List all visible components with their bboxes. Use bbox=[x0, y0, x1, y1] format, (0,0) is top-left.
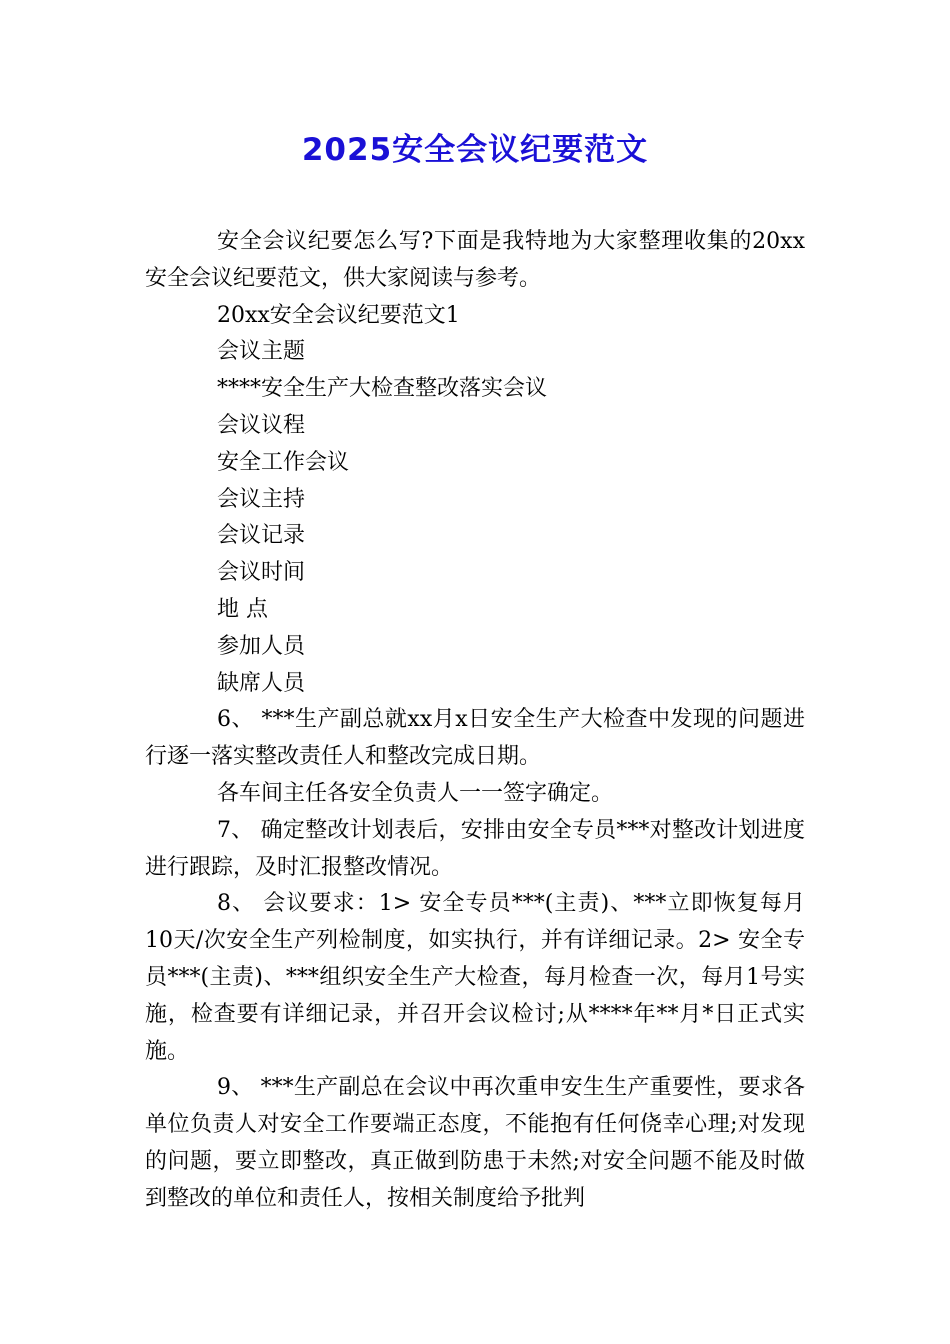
item-6-paragraph: 6、 ***生产副总就xx月x日安全生产大检查中发现的问题进行逐一落实整改责任人和整改完成日期。 bbox=[145, 707, 805, 770]
field-label-time: 会议时间 bbox=[217, 560, 306, 586]
field-label-absentees: 缺席人员 bbox=[217, 670, 306, 696]
field-label-location: 地 点 bbox=[217, 596, 268, 622]
field-value-agenda: 安全工作会议 bbox=[217, 449, 350, 475]
item-7-paragraph: 7、 确定整改计划表后，安排由安全专员***对整改计划进度进行跟踪，及时汇报整改情况。 bbox=[145, 817, 805, 880]
field-label-attendees: 参加人员 bbox=[217, 633, 306, 659]
intro-paragraph: 安全会议纪要怎么写?下面是我特地为大家整理收集的20xx安全会议纪要范文，供大家阅读与参考。 bbox=[145, 229, 805, 291]
item-8-paragraph: 8、 会议要求：1> 安全专员***(主责)、***立即恢复每月10天/次安全生产列检制度，如实执行，并有详细记录。2> 安全专员***(主责)、***组织安全生产大检查，每月检查一次，每月1号实施，检查要有详细记录，并召开会议检讨;从****年**月*日正式实施。 bbox=[145, 891, 805, 1064]
field-label-agenda: 会议议程 bbox=[217, 412, 306, 438]
field-value-meeting-topic: ****安全生产大检查整改落实会议 bbox=[217, 376, 548, 402]
item-9-paragraph: 9、 ***生产副总在会议中再次重申安生生产重要性，要求各单位负责人对安全工作要端正态度，不能抱有任何侥幸心理;对发现的问题，要立即整改，真正做到防患于未然;对安全问题不能及时做到整改的单位和责任人，按相关制度给予批判 bbox=[145, 1075, 805, 1211]
field-label-meeting-topic: 会议主题 bbox=[217, 339, 306, 365]
field-label-recorder: 会议记录 bbox=[217, 523, 306, 549]
document-title: 2025安全会议纪要范文 bbox=[301, 132, 649, 168]
section-heading: 20xx安全会议纪要范文1 bbox=[217, 302, 460, 328]
field-label-host: 会议主持 bbox=[217, 486, 306, 512]
document-body bbox=[145, 224, 805, 1218]
signoff-paragraph: 各车间主任各安全负责人一一签字确定。 bbox=[217, 780, 614, 806]
